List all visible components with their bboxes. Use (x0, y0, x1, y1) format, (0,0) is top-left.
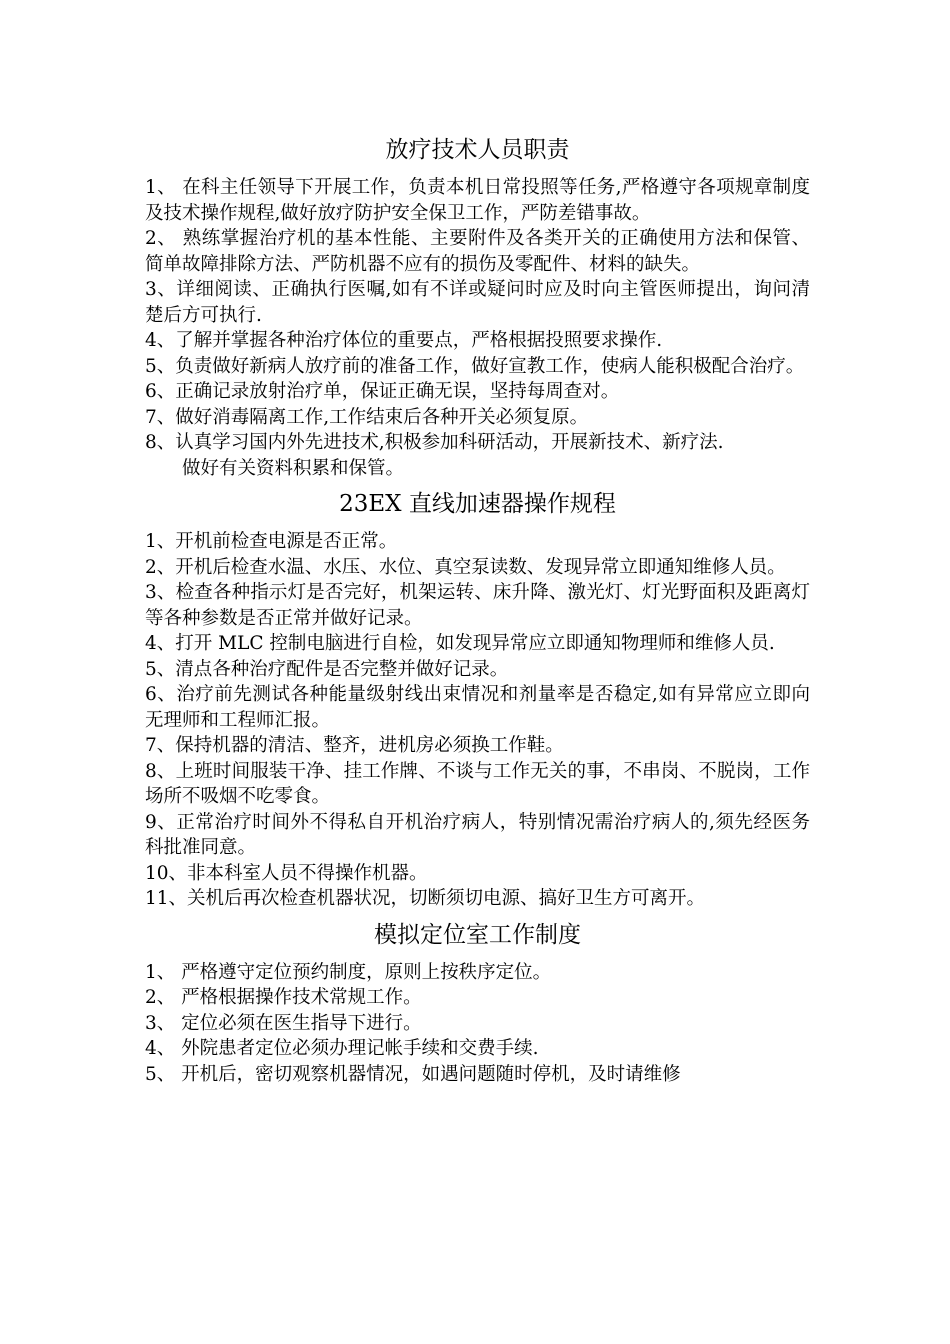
section-simulation-room-rules (145, 918, 810, 1088)
paragraph: 1、开机前检查电源是否正常。 (145, 531, 398, 552)
paragraph: 7、做好消毒隔离工作,工作结束后各种开关必须复原。 (145, 406, 589, 428)
paragraph: 2、开机后检查水温、水压、水位、真空泵读数、发现异常立即通知维修人员。 (145, 556, 786, 578)
document-body (145, 133, 810, 1087)
paragraph: 4、打开 MLC 控制电脑进行自检，如发现异常应立即通知物理师和维修人员. (145, 633, 775, 654)
paragraph: 9、正常治疗时间外不得私自开机治疗病人，特别情况需治疗病人的,须先经医务科批准同意。 (145, 811, 810, 858)
paragraph: 4、了解并掌握各种治疗体位的重要点，严格根据投照要求操作. (145, 330, 663, 351)
paragraph: 4、 外院患者定位必须办理记帐手续和交费手续. (145, 1038, 539, 1059)
paragraph: 3、检查各种指示灯是否完好，机架运转、床升降、激光灯、灯光野面积及距离灯等各种参数是否正常并做好记录。 (145, 582, 810, 629)
paragraph: 11、关机后再次检查机器状况，切断须切电源、搞好卫生方可离开。 (145, 888, 706, 909)
paragraph: 3、详细阅读、正确执行医嘱,如有不详或疑问时应及时向主管医师提出，询问清楚后方可执行. (145, 279, 810, 326)
paragraph: 2、 严格根据操作技术常规工作。 (145, 987, 422, 1008)
paragraph: 8、上班时间服装干净、挂工作牌、不谈与工作无关的事，不串岗、不脱岗，工作场所不吸烟不吃零食。 (145, 760, 810, 807)
section-title: 23EX 直线加速器操作规程 (339, 491, 616, 517)
paragraph: 10、非本科室人员不得操作机器。 (145, 862, 428, 884)
paragraph: 3、 定位必须在医生指导下进行。 (145, 1012, 422, 1034)
paragraph: 6、正确记录放射治疗单，保证正确无误，坚持每周查对。 (145, 381, 620, 402)
paragraph: 2、 熟练掌握治疗机的基本性能、主要附件及各类开关的正确使用方法和保管、简单故障排除方法、严防机器不应有的损伤及零配件、材料的缺失。 (145, 228, 810, 275)
section-radiotherapy-staff-duties (145, 133, 810, 481)
section-title: 放疗技术人员职责 (385, 137, 570, 163)
section-linac-operating-procedure (145, 487, 810, 912)
section-title: 模拟定位室工作制度 (374, 921, 581, 948)
paragraph: 1、 在科主任领导下开展工作，负责本机日常投照等任务,严格遵守各项规章制度及技术操作规程,做好放疗防护安全保卫工作，严防差错事故。 (145, 177, 810, 224)
paragraph: 5、 开机后，密切观察机器情况，如遇问题随时停机，及时请维修 (145, 1063, 681, 1085)
paragraph: 7、保持机器的清洁、整齐，进机房必须换工作鞋。 (145, 735, 564, 756)
paragraph: 8、认真学习国内外先进技术,积极参加科研活动，开展新技术、新疗法. (145, 432, 724, 453)
paragraph: 6、治疗前先测试各种能量级射线出束情况和剂量率是否稳定,如有异常应立即向无理师和工程师汇报。 (145, 684, 810, 731)
paragraph: 1、 严格遵守定位预约制度，原则上按秩序定位。 (145, 961, 552, 983)
paragraph: 5、负责做好新病人放疗前的准备工作，做好宣教工作，使病人能积极配合治疗。 (145, 355, 805, 377)
paragraph: 5、清点各种治疗配件是否完整并做好记录。 (145, 658, 509, 680)
paragraph: 做好有关资料积累和保管。 (182, 457, 405, 479)
